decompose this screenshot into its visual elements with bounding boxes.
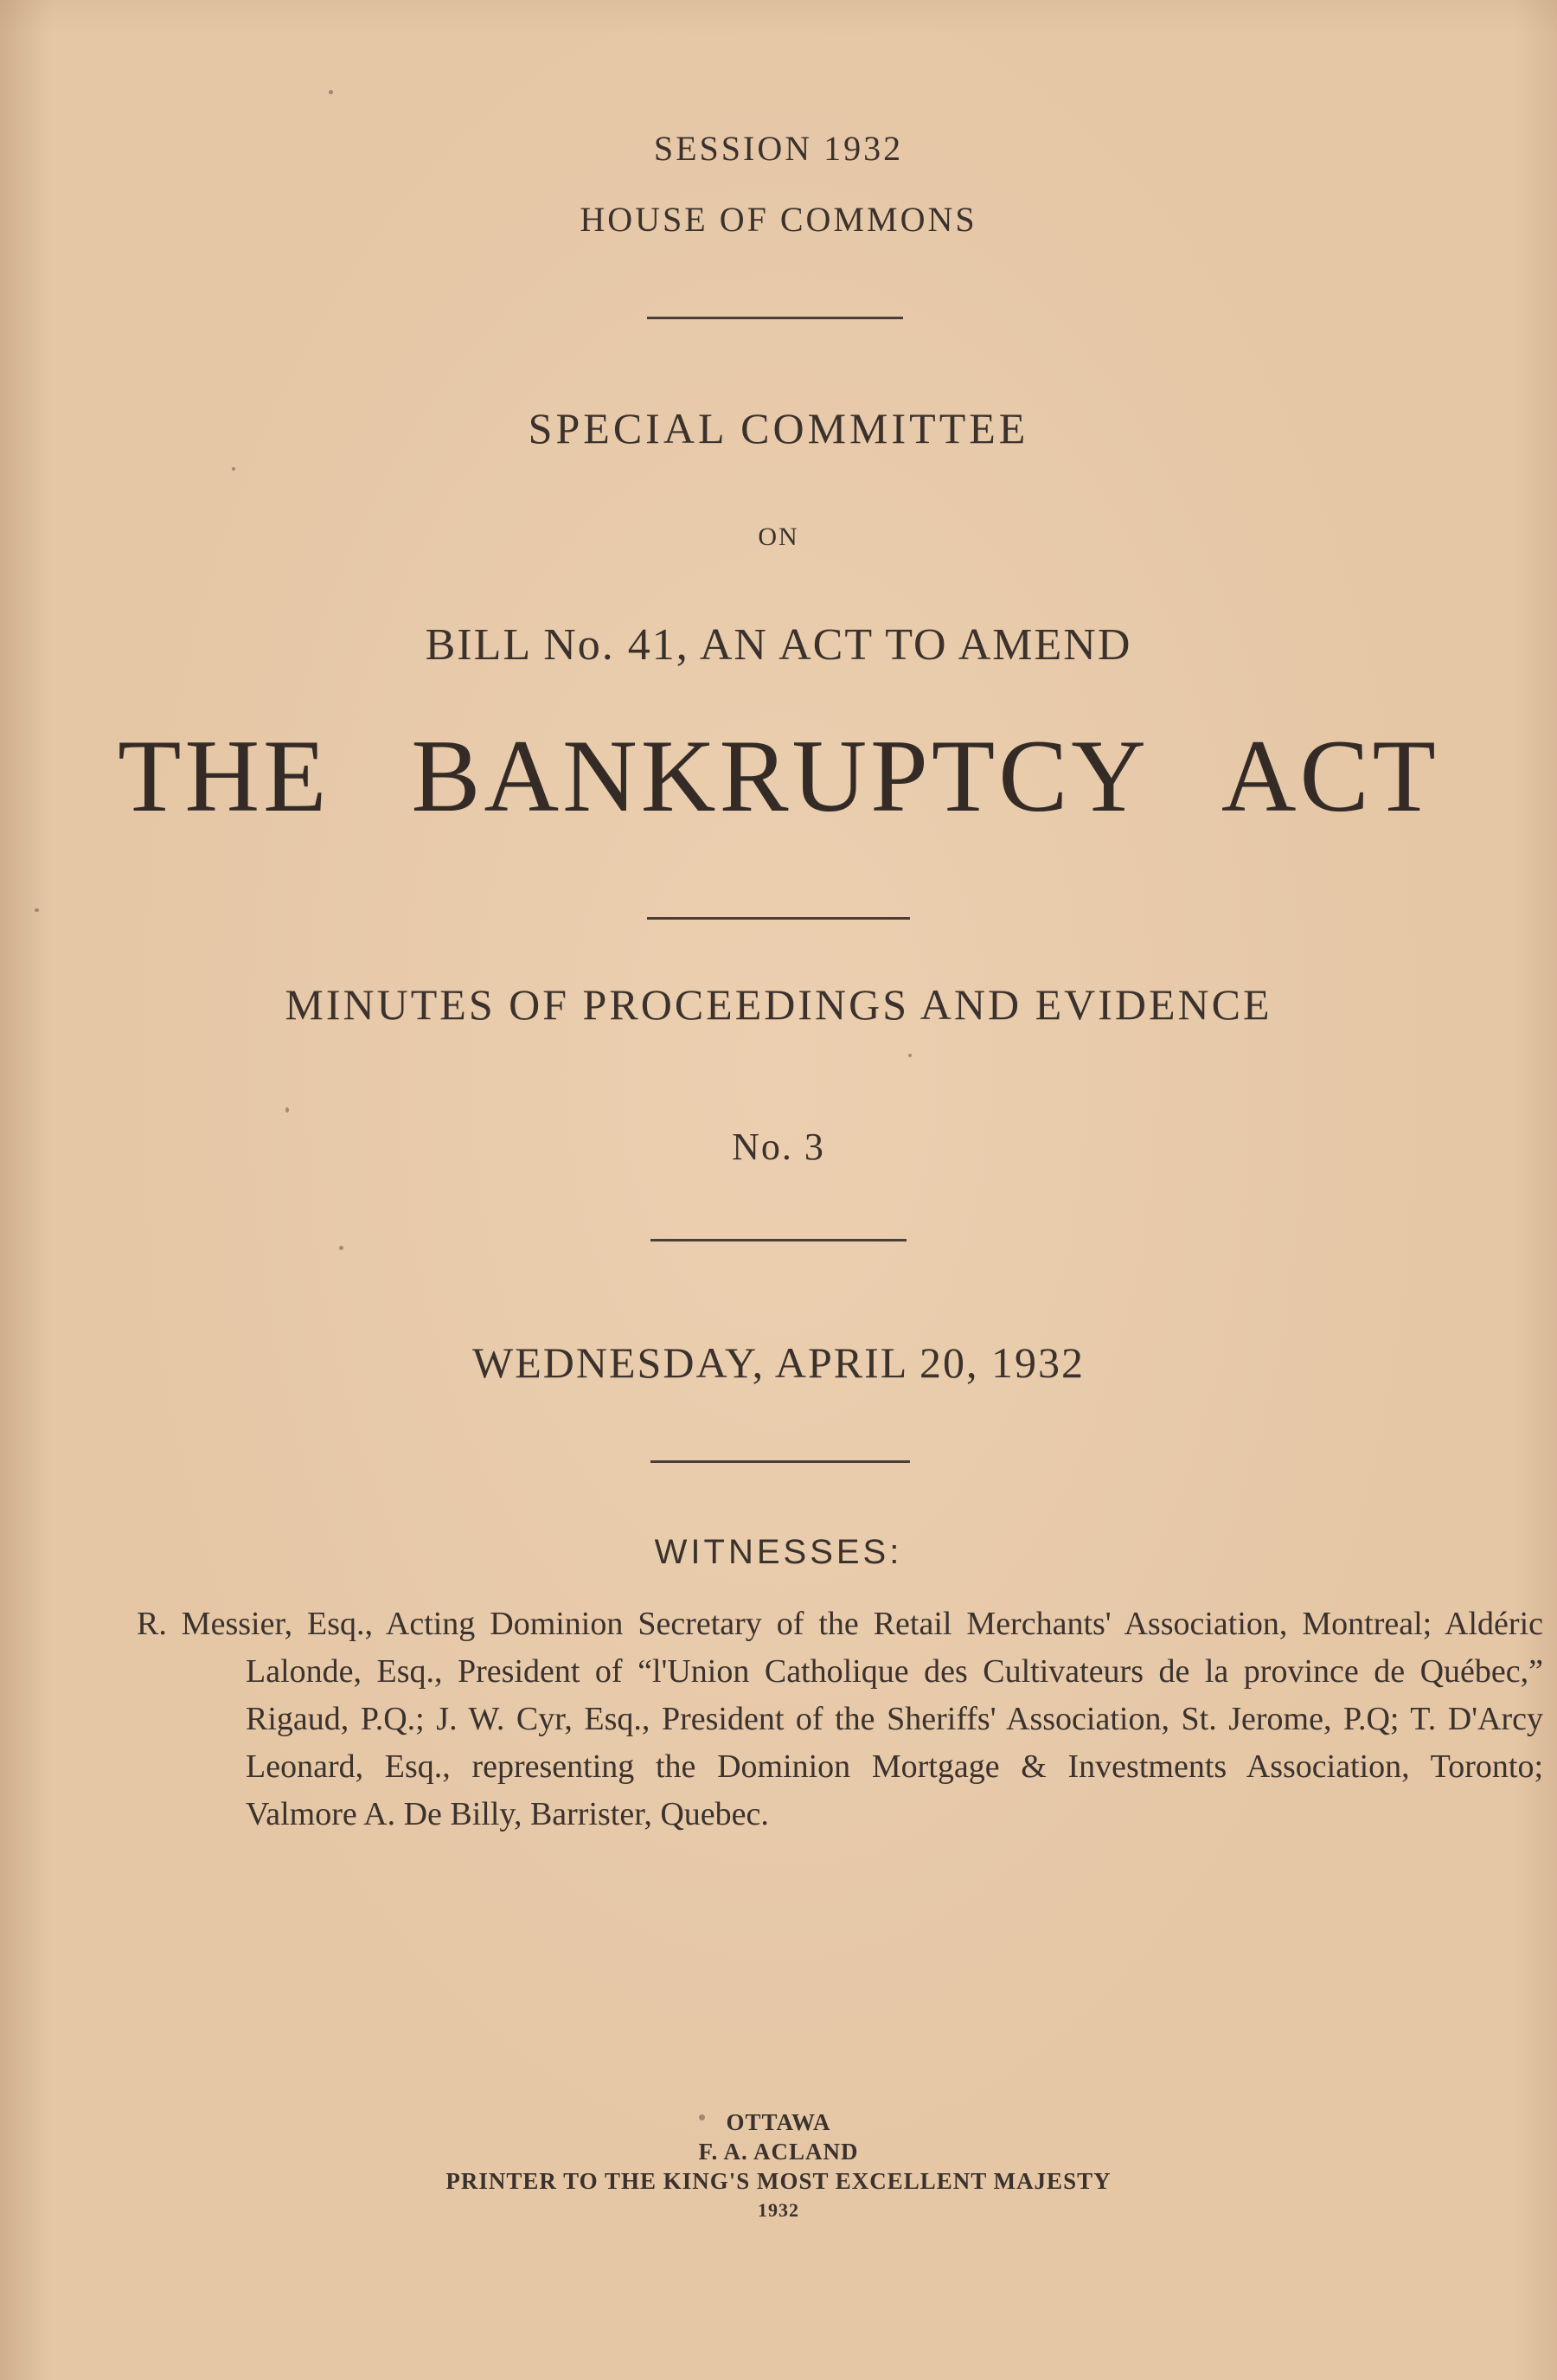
- issue-number: No. 3: [732, 1126, 825, 1168]
- witnesses-heading: WITNESSES:: [654, 1533, 903, 1571]
- divider-rule: [647, 317, 903, 319]
- imprint-printer-title: PRINTER TO THE KING'S MOST EXCELLENT MAJESTY: [445, 2168, 1112, 2194]
- paper-speck: [35, 908, 39, 912]
- imprint-city: OTTAWA: [726, 2109, 831, 2135]
- committee-heading: SPECIAL COMMITTEE: [528, 404, 1029, 452]
- house-heading: HOUSE OF COMMONS: [580, 200, 977, 239]
- minutes-heading: MINUTES OF PROCEEDINGS AND EVIDENCE: [285, 980, 1272, 1029]
- paper-speck: [285, 1107, 289, 1113]
- paper-speck: [232, 467, 235, 471]
- on-label: ON: [758, 523, 799, 551]
- paper-speck: [699, 2114, 705, 2120]
- paper-speck: [339, 1246, 343, 1250]
- divider-rule: [650, 1460, 910, 1463]
- witnesses-list: R. Messier, Esq., Acting Dominion Secretary of the Retail Merchants' Association, Montreal; Aldéric Lalonde, Esq., President of “l'Union Catholique des Cultivateurs de la province de Québec,” Rigaud, P.Q.; J. W. Cyr, Esq., President of the Sheriffs' Association, St. Jerome, P.Q; T. D'Arcy Leonard, Esq., representing the Dominion Mortgage & Investments Association, Toronto; Valmore A. De Billy, Barrister, Quebec.: [137, 1606, 1543, 1832]
- act-title: THE BANKRUPTCY ACT: [118, 718, 1439, 833]
- divider-rule: [650, 1239, 907, 1241]
- divider-rule: [647, 917, 910, 920]
- paper-speck: [329, 90, 333, 94]
- paper-speck: [908, 1054, 912, 1057]
- meeting-date: WEDNESDAY, APRIL 20, 1932: [472, 1338, 1085, 1387]
- imprint-printer-name: F. A. ACLAND: [698, 2139, 859, 2165]
- session-heading: SESSION 1932: [653, 129, 904, 168]
- imprint-year: 1932: [758, 2199, 799, 2221]
- bill-heading: BILL No. 41, AN ACT TO AMEND: [425, 620, 1132, 670]
